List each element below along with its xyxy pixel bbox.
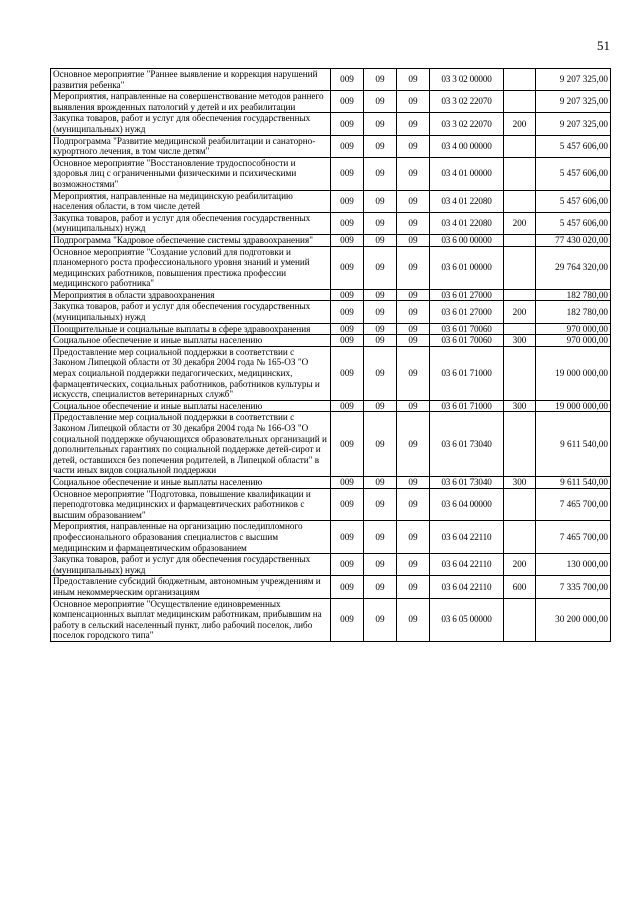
target-article-cell: 03 4 01 22080	[430, 212, 504, 234]
target-article-cell: 03 6 04 00000	[430, 488, 504, 521]
subsection-code-cell: 09	[397, 135, 430, 157]
expense-type-cell	[504, 91, 536, 113]
row-name-cell: Закупка товаров, работ и услуг для обеспечения государственных (муниципальных) нужд	[51, 212, 331, 234]
section-code-cell: 09	[364, 190, 397, 212]
expense-type-cell	[504, 598, 536, 641]
subsection-code-cell: 09	[397, 157, 430, 190]
target-article-cell: 03 6 04 22110	[430, 521, 504, 554]
section-code-cell: 09	[364, 246, 397, 289]
amount-cell: 30 200 000,00	[536, 598, 611, 641]
target-article-cell: 03 4 01 22080	[430, 190, 504, 212]
section-code-cell: 09	[364, 476, 397, 488]
subsection-code-cell: 09	[397, 246, 430, 289]
ministry-code-cell: 009	[331, 576, 364, 598]
section-code-cell: 09	[364, 323, 397, 335]
table-row	[51, 598, 611, 641]
ministry-code-cell: 009	[331, 135, 364, 157]
row-name-cell: Основное мероприятие "Подготовка, повышение квалификации и переподготовка медицинских и фармацевтических работников с высшим образованием"	[51, 488, 331, 521]
amount-cell: 5 457 606,00	[536, 212, 611, 234]
subsection-code-cell: 09	[397, 323, 430, 335]
expense-type-cell	[504, 346, 536, 400]
expense-type-cell	[504, 412, 536, 477]
ministry-code-cell: 009	[331, 190, 364, 212]
amount-cell: 970 000,00	[536, 323, 611, 335]
row-name-cell: Закупка товаров, работ и услуг для обеспечения государственных (муниципальных) нужд	[51, 301, 331, 323]
expense-type-cell: 600	[504, 576, 536, 598]
section-code-cell: 09	[364, 554, 397, 576]
ministry-code-cell: 009	[331, 521, 364, 554]
table-row	[51, 488, 611, 521]
amount-cell: 9 611 540,00	[536, 412, 611, 477]
ministry-code-cell: 009	[331, 289, 364, 301]
subsection-code-cell: 09	[397, 113, 430, 135]
section-code-cell: 09	[364, 521, 397, 554]
expense-type-cell	[504, 234, 536, 246]
ministry-code-cell: 009	[331, 246, 364, 289]
row-name-cell: Подпрограмма "Развитие медицинской реабилитации и санаторно-курортного лечения, в том числе детям"	[51, 135, 331, 157]
table-row	[51, 346, 611, 400]
subsection-code-cell: 09	[397, 301, 430, 323]
expense-type-cell	[504, 135, 536, 157]
target-article-cell: 03 3 02 22070	[430, 113, 504, 135]
table-row	[51, 190, 611, 212]
expense-type-cell: 200	[504, 113, 536, 135]
ministry-code-cell: 009	[331, 234, 364, 246]
table-row	[51, 135, 611, 157]
amount-cell: 7 465 700,00	[536, 521, 611, 554]
ministry-code-cell: 009	[331, 346, 364, 400]
row-name-cell: Мероприятия, направленные на совершенствование методов раннего выявления врожденных патологий у детей и их реабилитации	[51, 91, 331, 113]
target-article-cell: 03 6 00 00000	[430, 234, 504, 246]
table-row	[51, 157, 611, 190]
target-article-cell: 03 6 01 73040	[430, 412, 504, 477]
amount-cell: 77 430 020,00	[536, 234, 611, 246]
amount-cell: 5 457 606,00	[536, 190, 611, 212]
subsection-code-cell: 09	[397, 69, 430, 91]
budget-table	[50, 68, 611, 642]
subsection-code-cell: 09	[397, 412, 430, 477]
amount-cell: 29 764 320,00	[536, 246, 611, 289]
target-article-cell: 03 3 02 00000	[430, 69, 504, 91]
expense-type-cell	[504, 323, 536, 335]
subsection-code-cell: 09	[397, 289, 430, 301]
target-article-cell: 03 6 01 00000	[430, 246, 504, 289]
table-row	[51, 323, 611, 335]
subsection-code-cell: 09	[397, 346, 430, 400]
target-article-cell: 03 6 01 70060	[430, 323, 504, 335]
row-name-cell: Основное мероприятие "Осуществление единовременных компенсационных выплат медицинским работникам, прибывшим на работу в сельский населенный пункт, либо рабочий поселок, либо поселок городского типа"	[51, 598, 331, 641]
target-article-cell: 03 6 01 27000	[430, 289, 504, 301]
subsection-code-cell: 09	[397, 476, 430, 488]
row-name-cell: Основное мероприятие "Восстановление трудоспособности и здоровья лиц с ограниченными физическими и психическими возможностями"	[51, 157, 331, 190]
row-name-cell: Предоставление мер социальной поддержки в соответствии с Законом Липецкой области от 30 декабря 2004 года № 166-ОЗ "О социальной поддержке обучающихся образовательных организаций и дополнительных гарантиях по социальной поддержке детей-сирот и детей, оставшихся без попечения родителей, в Липецкой области" в части иных видов социальной поддержки	[51, 412, 331, 477]
ministry-code-cell: 009	[331, 412, 364, 477]
expense-type-cell	[504, 289, 536, 301]
ministry-code-cell: 009	[331, 554, 364, 576]
expense-type-cell: 300	[504, 400, 536, 412]
target-article-cell: 03 6 01 27000	[430, 301, 504, 323]
ministry-code-cell: 009	[331, 69, 364, 91]
expense-type-cell	[504, 521, 536, 554]
expense-type-cell: 200	[504, 301, 536, 323]
section-code-cell: 09	[364, 576, 397, 598]
amount-cell: 5 457 606,00	[536, 135, 611, 157]
table-row	[51, 91, 611, 113]
expense-type-cell: 200	[504, 212, 536, 234]
section-code-cell: 09	[364, 400, 397, 412]
target-article-cell: 03 3 02 22070	[430, 91, 504, 113]
amount-cell: 9 207 325,00	[536, 113, 611, 135]
section-code-cell: 09	[364, 234, 397, 246]
table-row	[51, 412, 611, 477]
section-code-cell: 09	[364, 212, 397, 234]
row-name-cell: Социальное обеспечение и иные выплаты населению	[51, 476, 331, 488]
ministry-code-cell: 009	[331, 212, 364, 234]
table-row	[51, 212, 611, 234]
section-code-cell: 09	[364, 301, 397, 323]
target-article-cell: 03 6 05 00000	[430, 598, 504, 641]
table-row	[51, 400, 611, 412]
table-row	[51, 554, 611, 576]
subsection-code-cell: 09	[397, 91, 430, 113]
target-article-cell: 03 4 00 00000	[430, 135, 504, 157]
amount-cell: 5 457 606,00	[536, 157, 611, 190]
subsection-code-cell: 09	[397, 400, 430, 412]
amount-cell: 19 000 000,00	[536, 346, 611, 400]
row-name-cell: Социальное обеспечение и иные выплаты населению	[51, 335, 331, 347]
section-code-cell: 09	[364, 289, 397, 301]
row-name-cell: Предоставление мер социальной поддержки в соответствии с Законом Липецкой области от 30 декабря 2004 года № 165-ОЗ "О мерах социальной поддержки педагогических, медицинских, фармацевтических, социальных работников, работников культуры и искусств, специалистов ветеринарных служб"	[51, 346, 331, 400]
section-code-cell: 09	[364, 135, 397, 157]
page-number: 51	[597, 38, 610, 53]
ministry-code-cell: 009	[331, 335, 364, 347]
subsection-code-cell: 09	[397, 234, 430, 246]
row-name-cell: Социальное обеспечение и иные выплаты населению	[51, 400, 331, 412]
amount-cell: 182 780,00	[536, 289, 611, 301]
section-code-cell: 09	[364, 346, 397, 400]
target-article-cell: 03 6 04 22110	[430, 576, 504, 598]
row-name-cell: Подпрограмма "Кадровое обеспечение системы здравоохранения"	[51, 234, 331, 246]
amount-cell: 19 000 000,00	[536, 400, 611, 412]
table-row	[51, 246, 611, 289]
expense-type-cell	[504, 488, 536, 521]
subsection-code-cell: 09	[397, 212, 430, 234]
row-name-cell: Мероприятия, направленные на организацию последипломного профессионального образования специалистов с высшим медицинским и фармацевтическим образованием	[51, 521, 331, 554]
table-row	[51, 576, 611, 598]
row-name-cell: Основное мероприятие "Создание условий для подготовки и планомерного роста профессионального уровня знаний и умений медицинских работников, повышения престижа профессии медицинского работника"	[51, 246, 331, 289]
ministry-code-cell: 009	[331, 157, 364, 190]
row-name-cell: Мероприятия, направленные на медицинскую реабилитацию населения области, в том числе детей	[51, 190, 331, 212]
subsection-code-cell: 09	[397, 190, 430, 212]
amount-cell: 9 611 540,00	[536, 476, 611, 488]
section-code-cell: 09	[364, 412, 397, 477]
amount-cell: 130 000,00	[536, 554, 611, 576]
section-code-cell: 09	[364, 113, 397, 135]
table-row	[51, 335, 611, 347]
table-row	[51, 234, 611, 246]
expense-type-cell	[504, 69, 536, 91]
amount-cell: 7 465 700,00	[536, 488, 611, 521]
section-code-cell: 09	[364, 91, 397, 113]
ministry-code-cell: 009	[331, 323, 364, 335]
table-row	[51, 69, 611, 91]
section-code-cell: 09	[364, 488, 397, 521]
row-name-cell: Закупка товаров, работ и услуг для обеспечения государственных (муниципальных) нужд	[51, 113, 331, 135]
row-name-cell: Поощрительные и социальные выплаты в сфере здравоохранения	[51, 323, 331, 335]
target-article-cell: 03 6 04 22110	[430, 554, 504, 576]
expense-type-cell: 300	[504, 476, 536, 488]
table-row	[51, 113, 611, 135]
subsection-code-cell: 09	[397, 576, 430, 598]
ministry-code-cell: 009	[331, 476, 364, 488]
row-name-cell: Мероприятия в области здравоохранения	[51, 289, 331, 301]
section-code-cell: 09	[364, 598, 397, 641]
target-article-cell: 03 4 01 00000	[430, 157, 504, 190]
subsection-code-cell: 09	[397, 521, 430, 554]
row-name-cell: Предоставление субсидий бюджетным, автономным учреждениям и иным некоммерческим организациям	[51, 576, 331, 598]
table-row	[51, 476, 611, 488]
section-code-cell: 09	[364, 335, 397, 347]
ministry-code-cell: 009	[331, 488, 364, 521]
target-article-cell: 03 6 01 71000	[430, 400, 504, 412]
expense-type-cell	[504, 190, 536, 212]
subsection-code-cell: 09	[397, 598, 430, 641]
amount-cell: 9 207 325,00	[536, 69, 611, 91]
budget-table-body	[51, 69, 611, 642]
amount-cell: 9 207 325,00	[536, 91, 611, 113]
row-name-cell: Основное мероприятие "Раннее выявление и коррекция нарушений развития ребенка"	[51, 69, 331, 91]
amount-cell: 182 780,00	[536, 301, 611, 323]
ministry-code-cell: 009	[331, 91, 364, 113]
ministry-code-cell: 009	[331, 301, 364, 323]
amount-cell: 970 000,00	[536, 335, 611, 347]
subsection-code-cell: 09	[397, 554, 430, 576]
expense-type-cell	[504, 157, 536, 190]
target-article-cell: 03 6 01 73040	[430, 476, 504, 488]
table-row	[51, 521, 611, 554]
ministry-code-cell: 009	[331, 113, 364, 135]
row-name-cell: Закупка товаров, работ и услуг для обеспечения государственных (муниципальных) нужд	[51, 554, 331, 576]
table-row	[51, 301, 611, 323]
target-article-cell: 03 6 01 71000	[430, 346, 504, 400]
subsection-code-cell: 09	[397, 488, 430, 521]
section-code-cell: 09	[364, 69, 397, 91]
ministry-code-cell: 009	[331, 400, 364, 412]
expense-type-cell: 200	[504, 554, 536, 576]
expense-type-cell	[504, 246, 536, 289]
section-code-cell: 09	[364, 157, 397, 190]
subsection-code-cell: 09	[397, 335, 430, 347]
target-article-cell: 03 6 01 70060	[430, 335, 504, 347]
table-row	[51, 289, 611, 301]
expense-type-cell: 300	[504, 335, 536, 347]
amount-cell: 7 335 700,00	[536, 576, 611, 598]
ministry-code-cell: 009	[331, 598, 364, 641]
